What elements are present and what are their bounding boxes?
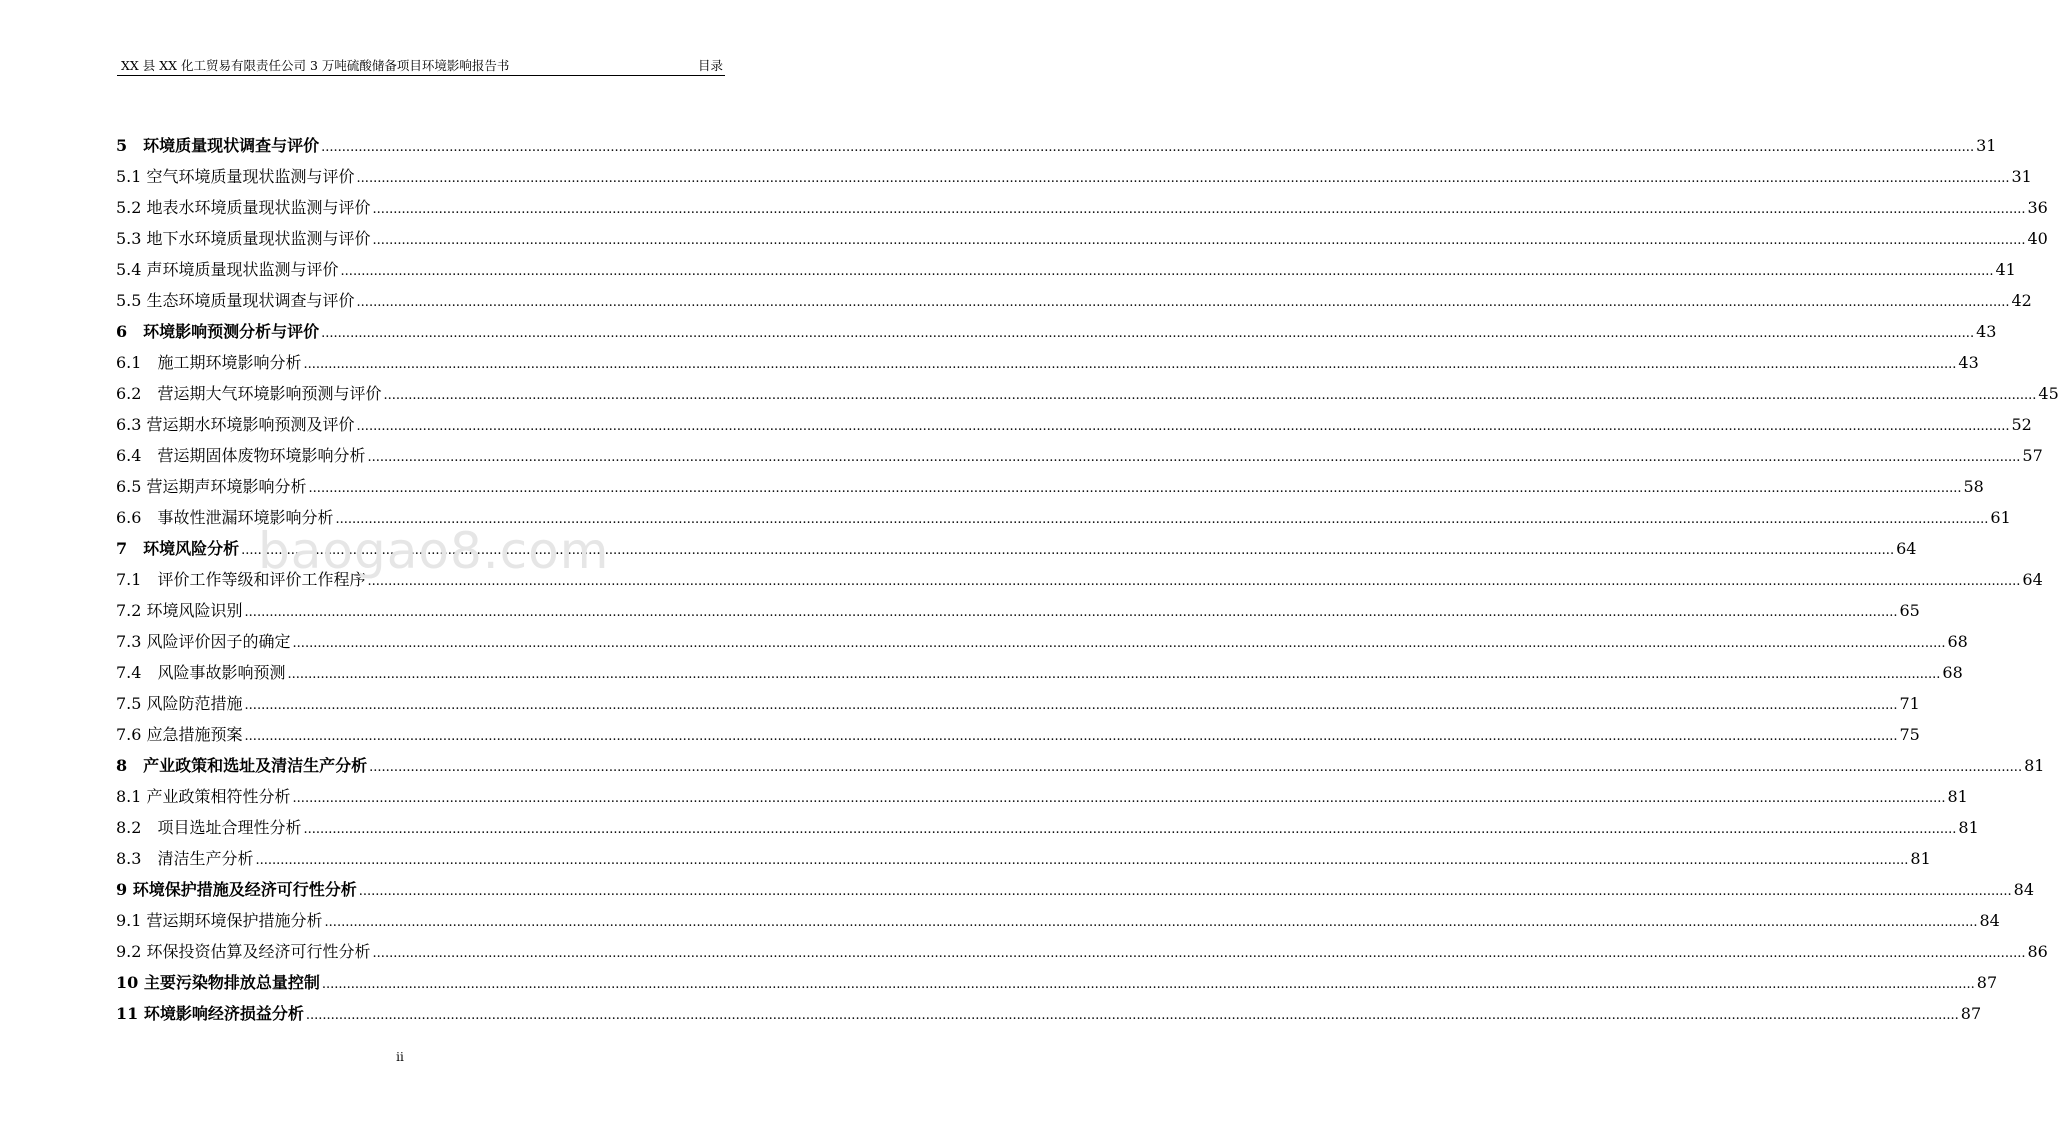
toc-entry-label: 8.2 项目选址合理性分析 xyxy=(116,818,302,837)
toc-leader-dots: ................................................................................................................................................................................................................................................................................................................................................................................................................ xyxy=(303,357,1957,372)
toc-entry-page: 84 xyxy=(2013,880,2035,899)
toc-leader-dots: ................................................................................................................................................................................................................................................................................................................................................................................................................ xyxy=(303,822,1957,837)
toc-entry[interactable] xyxy=(116,285,2032,316)
toc-entry-page: 68 xyxy=(1942,663,1963,682)
toc-entry[interactable] xyxy=(116,471,1984,502)
toc-leader-dots: ................................................................................................................................................................................................................................................................................................................................................................................................................ xyxy=(383,388,2037,403)
toc-entry-page: 31 xyxy=(2011,167,2032,186)
toc-entry-page: 36 xyxy=(2027,198,2048,217)
toc-entry[interactable] xyxy=(116,657,1963,688)
toc-entry-label: 7.6 应急措施预案 xyxy=(116,725,243,744)
toc-entry-label: 6.2 营运期大气环境影响预测与评价 xyxy=(116,384,382,403)
toc-leader-dots: ................................................................................................................................................................................................................................................................................................................................................................................................................ xyxy=(244,605,1898,620)
toc-entry-label: 8.3 清洁生产分析 xyxy=(116,849,254,868)
toc-entry-label: 9.1 营运期环境保护措施分析 xyxy=(116,911,323,930)
toc-leader-dots: ................................................................................................................................................................................................................................................................................................................................................................................................................ xyxy=(321,977,1975,992)
toc-entry[interactable] xyxy=(116,812,1979,843)
toc-entry[interactable] xyxy=(116,874,2035,905)
toc-entry-page: 68 xyxy=(1947,632,1968,651)
watermark: baogao8.com xyxy=(258,522,610,580)
toc-leader-dots: ................................................................................................................................................................................................................................................................................................................................................................................................................ xyxy=(356,295,2010,310)
toc-entry-label: 6.1 施工期环境影响分析 xyxy=(116,353,302,372)
toc-leader-dots: ................................................................................................................................................................................................................................................................................................................................................................................................................ xyxy=(321,326,1975,341)
toc-leader-dots: ................................................................................................................................................................................................................................................................................................................................................................................................................ xyxy=(356,419,2010,434)
toc-leader-dots: ................................................................................................................................................................................................................................................................................................................................................................................................................ xyxy=(356,171,2010,186)
toc-leader-dots: ................................................................................................................................................................................................................................................................................................................................................................................................................ xyxy=(241,543,1895,558)
toc-entry[interactable] xyxy=(116,440,2043,471)
toc-leader-dots: ................................................................................................................................................................................................................................................................................................................................................................................................................ xyxy=(372,202,2026,217)
toc-entry-label: 6 环境影响预测分析与评价 xyxy=(116,322,320,341)
toc-entry-label: 5.5 生态环境质量现状调查与评价 xyxy=(116,291,355,310)
toc-entry-page: 87 xyxy=(1976,973,1998,992)
toc-entry-label: 5.4 声环境质量现状监测与评价 xyxy=(116,260,339,279)
table-of-contents xyxy=(116,130,2059,1029)
toc-entry[interactable] xyxy=(116,533,1917,564)
toc-entry-page: 43 xyxy=(1976,322,1997,341)
toc-leader-dots: ................................................................................................................................................................................................................................................................................................................................................................................................................ xyxy=(308,481,1962,496)
toc-entry[interactable] xyxy=(116,998,1982,1029)
toc-entry-label: 7.2 环境风险识别 xyxy=(116,601,243,620)
toc-leader-dots: ................................................................................................................................................................................................................................................................................................................................................................................................................ xyxy=(305,1008,1959,1023)
toc-entry[interactable] xyxy=(116,192,2048,223)
toc-leader-dots: ................................................................................................................................................................................................................................................................................................................................................................................................................ xyxy=(244,729,1898,744)
toc-entry-page: 45 xyxy=(2038,384,2059,403)
toc-entry-page: 81 xyxy=(1947,787,1968,806)
toc-entry[interactable] xyxy=(116,161,2032,192)
toc-leader-dots: ................................................................................................................................................................................................................................................................................................................................................................................................................ xyxy=(335,512,1989,527)
toc-leader-dots: ................................................................................................................................................................................................................................................................................................................................................................................................................ xyxy=(287,667,1941,682)
toc-entry[interactable] xyxy=(116,688,1920,719)
toc-leader-dots: ................................................................................................................................................................................................................................................................................................................................................................................................................ xyxy=(255,853,1909,868)
toc-entry[interactable] xyxy=(116,626,1968,657)
toc-entry[interactable] xyxy=(116,967,1998,998)
toc-entry-page: 64 xyxy=(2022,570,2043,589)
toc-entry-page: 42 xyxy=(2011,291,2032,310)
toc-entry-label: 9.2 环保投资估算及经济可行性分析 xyxy=(116,942,371,961)
toc-entry-page: 58 xyxy=(1963,477,1984,496)
toc-entry[interactable] xyxy=(116,750,2045,781)
toc-entry[interactable] xyxy=(116,223,2048,254)
header-section: 目录 xyxy=(697,58,723,73)
toc-entry[interactable] xyxy=(116,595,1920,626)
toc-entry-label: 5.3 地下水环境质量现状监测与评价 xyxy=(116,229,371,248)
toc-leader-dots: ................................................................................................................................................................................................................................................................................................................................................................................................................ xyxy=(369,760,2023,775)
toc-leader-dots: ................................................................................................................................................................................................................................................................................................................................................................................................................ xyxy=(324,915,1978,930)
toc-entry-label: 5.1 空气环境质量现状监测与评价 xyxy=(116,167,355,186)
toc-entry-page: 64 xyxy=(1896,539,1917,558)
toc-entry[interactable] xyxy=(116,564,2043,595)
toc-entry-page: 65 xyxy=(1899,601,1920,620)
page-number: ii xyxy=(396,1050,404,1064)
toc-entry-label: 7.3 风险评价因子的确定 xyxy=(116,632,291,651)
toc-entry-page: 52 xyxy=(2011,415,2032,434)
toc-entry-page: 86 xyxy=(2027,942,2048,961)
toc-entry[interactable] xyxy=(116,905,2000,936)
toc-entry-label: 5 环境质量现状调查与评价 xyxy=(116,136,320,155)
toc-entry-label: 11 环境影响经济损益分析 xyxy=(116,1004,304,1023)
toc-entry[interactable] xyxy=(116,502,2011,533)
toc-entry-label: 6.6 事故性泄漏环境影响分析 xyxy=(116,508,334,527)
header-title: XX 县 XX 化工贸易有限责任公司 3 万吨硫酸储备项目环境影响报告书 xyxy=(121,58,510,73)
toc-leader-dots: ................................................................................................................................................................................................................................................................................................................................................................................................................ xyxy=(340,264,1994,279)
toc-entry-page: 81 xyxy=(1958,818,1979,837)
toc-entry[interactable] xyxy=(116,254,2016,285)
toc-leader-dots: ................................................................................................................................................................................................................................................................................................................................................................................................................ xyxy=(367,574,2021,589)
toc-entry-page: 61 xyxy=(1990,508,2011,527)
toc-entry[interactable] xyxy=(116,719,1920,750)
toc-entry[interactable] xyxy=(116,781,1968,812)
toc-leader-dots: ................................................................................................................................................................................................................................................................................................................................................................................................................ xyxy=(358,884,2012,899)
toc-entry[interactable] xyxy=(116,316,1997,347)
toc-entry-page: 81 xyxy=(2024,756,2045,775)
toc-entry-label: 8.1 产业政策相符性分析 xyxy=(116,787,291,806)
toc-entry-label: 9 环境保护措施及经济可行性分析 xyxy=(116,880,357,899)
toc-entry-page: 81 xyxy=(1910,849,1931,868)
toc-entry-label: 6.5 营运期声环境影响分析 xyxy=(116,477,307,496)
toc-entry-page: 41 xyxy=(1995,260,2016,279)
toc-entry[interactable] xyxy=(116,843,1931,874)
toc-entry-page: 71 xyxy=(1899,694,1920,713)
toc-entry-label: 5.2 地表水环境质量现状监测与评价 xyxy=(116,198,371,217)
toc-entry-label: 10 主要污染物排放总量控制 xyxy=(116,973,320,992)
toc-leader-dots: ................................................................................................................................................................................................................................................................................................................................................................................................................ xyxy=(367,450,2021,465)
toc-entry-label: 6.3 营运期水环境影响预测及评价 xyxy=(116,415,355,434)
toc-entry[interactable] xyxy=(116,936,2048,967)
page-footer xyxy=(0,1050,800,1064)
toc-entry[interactable] xyxy=(116,130,1997,161)
toc-entry-page: 75 xyxy=(1899,725,1920,744)
toc-entry-page: 43 xyxy=(1958,353,1979,372)
toc-entry-label: 7 环境风险分析 xyxy=(116,539,240,558)
toc-leader-dots: ................................................................................................................................................................................................................................................................................................................................................................................................................ xyxy=(372,946,2026,961)
toc-entry-page: 84 xyxy=(1979,911,2000,930)
toc-leader-dots: ................................................................................................................................................................................................................................................................................................................................................................................................................ xyxy=(292,791,1946,806)
toc-entry-label: 8 产业政策和选址及清洁生产分析 xyxy=(116,756,368,775)
toc-entry[interactable] xyxy=(116,378,2059,409)
toc-entry-page: 87 xyxy=(1960,1004,1982,1023)
toc-entry[interactable] xyxy=(116,409,2032,440)
page-header xyxy=(117,53,725,76)
toc-leader-dots: ................................................................................................................................................................................................................................................................................................................................................................................................................ xyxy=(292,636,1946,651)
toc-entry-label: 7.5 风险防范措施 xyxy=(116,694,243,713)
toc-entry[interactable] xyxy=(116,347,1979,378)
toc-entry-page: 57 xyxy=(2022,446,2043,465)
toc-entry-label: 6.4 营运期固体废物环境影响分析 xyxy=(116,446,366,465)
toc-entry-label: 7.4 风险事故影响预测 xyxy=(116,663,286,682)
toc-leader-dots: ................................................................................................................................................................................................................................................................................................................................................................................................................ xyxy=(321,140,1975,155)
toc-entry-page: 31 xyxy=(1976,136,1997,155)
toc-leader-dots: ................................................................................................................................................................................................................................................................................................................................................................................................................ xyxy=(372,233,2026,248)
toc-entry-label: 7.1 评价工作等级和评价工作程序 xyxy=(116,570,366,589)
toc-leader-dots: ................................................................................................................................................................................................................................................................................................................................................................................................................ xyxy=(244,698,1898,713)
toc-entry-page: 40 xyxy=(2027,229,2048,248)
